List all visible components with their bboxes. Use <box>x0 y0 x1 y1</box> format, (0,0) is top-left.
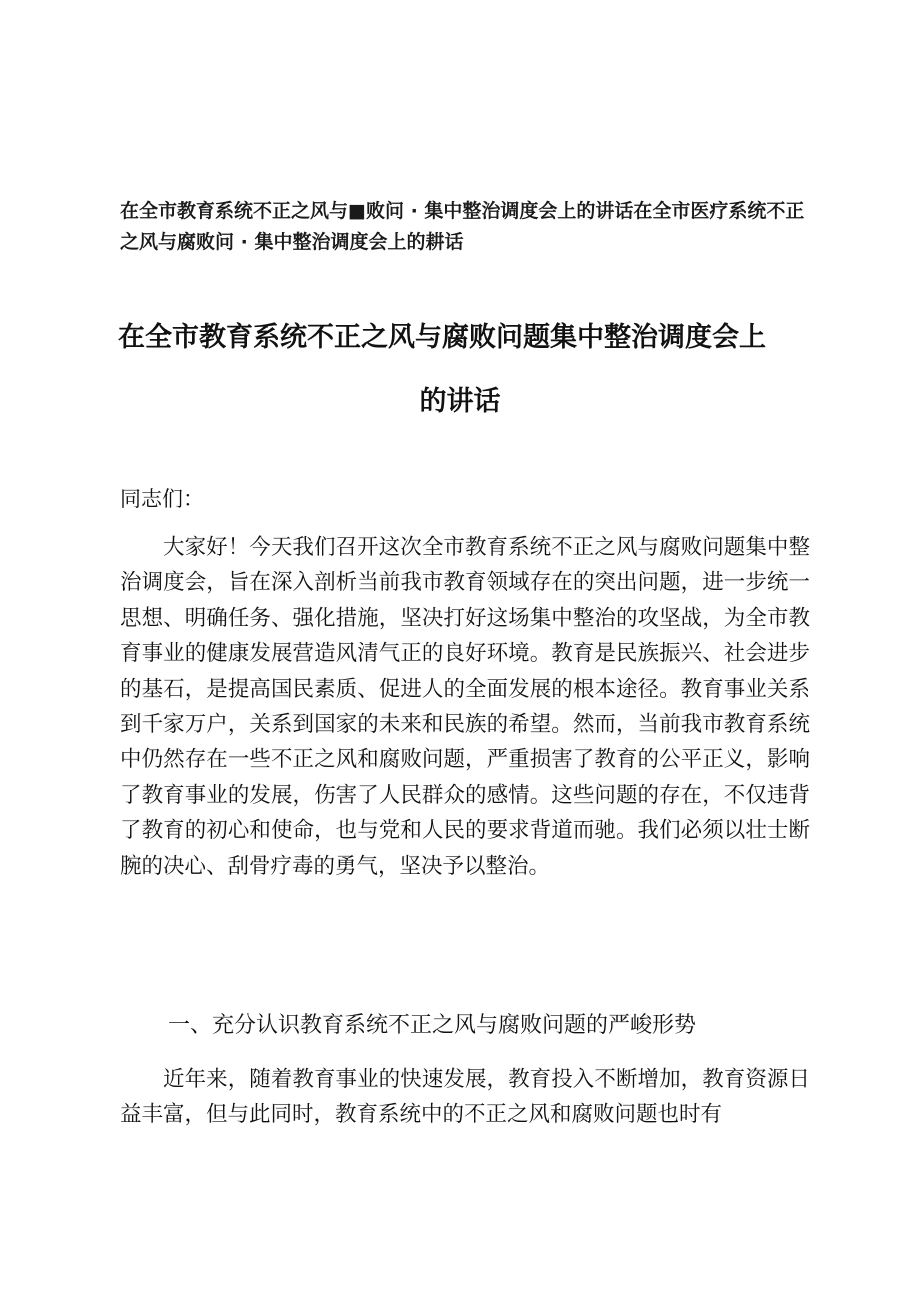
document-title <box>100 306 820 434</box>
document-header: 在全市教育系统不正之风与■败问 · 集中整治调度会上的讲话在全市医疗系统不正之风与腐败问 · 集中整治调度会上的耕话 <box>120 200 805 253</box>
body-paragraph-2: 近年来，随着教育事业的快速发展，教育投入不断增加，教育资源日益丰富，但与此同时，教育系统中的不正之风和腐败问题也时有 <box>120 1067 810 1128</box>
body-paragraph-1: 大家好！今天我们召开这次全市教育系统不正之风与腐败问题集中整治调度会，旨在深入剖析当前我市教育领域存在的突出问题，进一步统一思想、明确任务、强化措施，坚决打好这场集中整治的攻坚战，为全市教育事业的健康发展营造风清气正的良好环境。教育是民族振兴、社会进步的基石，是提高国民素质、促进人的全面发展的根本途径。教育事业关系到千家万户，关系到国家的未来和民族的希望。然而，当前我市教育系统中仍然存在一些不正之风和腐败问题，严重损害了教育的公平正义，影响了教育事业的发展，伤害了人民群众的感情。这些问题的存在，不仅违背了教育的初心和使命，也与党和人民的要求背道而驰。我们必须以壮士断腕的决心、刮骨疗毒的勇气，坚决予以整治。 <box>120 535 810 879</box>
document-title-line-2: 的讲话 <box>419 386 501 417</box>
section-heading-1: 一、充分认识教育系统不正之风与腐败问题的严峻形势 <box>168 1013 697 1038</box>
salutation: 同志们： <box>120 487 204 511</box>
document-title-line-1: 在全市教育系统不正之风与腐败问题集中整治调度会上 <box>118 322 766 353</box>
